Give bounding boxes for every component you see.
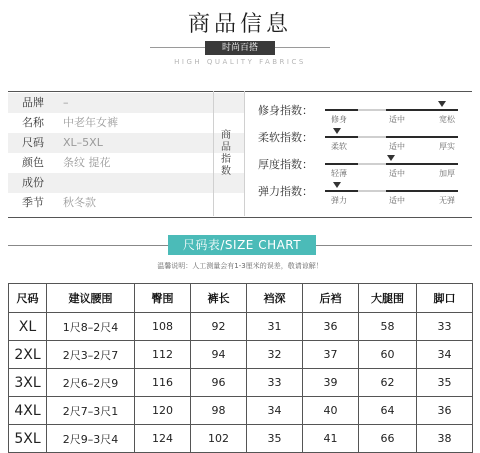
table-cell: 36 [417, 397, 473, 425]
table-cell: 34 [247, 397, 303, 425]
table-row [9, 341, 473, 369]
scale-option: 适中 [389, 169, 405, 178]
info-value: XL–5XL [63, 136, 103, 149]
table-cell: 37 [303, 341, 359, 369]
scale-label: 弹力指数： [258, 185, 313, 198]
table-cell: 38 [417, 425, 473, 453]
table-cell: 66 [359, 425, 417, 453]
table-cell: 4XL [9, 397, 47, 425]
info-label: 品牌 [22, 96, 44, 109]
index-title: 商品指数 [221, 130, 231, 177]
scale-bar-gap [358, 136, 386, 138]
table-cell: 94 [191, 341, 247, 369]
column-header: 臀围 [135, 284, 191, 313]
info-label: 颜色 [22, 156, 44, 169]
table-cell: 2XL [9, 341, 47, 369]
table-cell: 2尺6–2尺9 [47, 369, 135, 397]
info-value: 条纹 提花 [63, 156, 111, 169]
column-header: 裤长 [191, 284, 247, 313]
table-cell: 62 [359, 369, 417, 397]
table-cell: 33 [247, 369, 303, 397]
scale-option: 加厚 [439, 169, 455, 178]
info-label: 尺码 [22, 136, 44, 149]
info-value: 秋冬款 [63, 196, 96, 209]
column-header: 建议腰围 [47, 284, 135, 313]
table-cell: 34 [417, 341, 473, 369]
divider [316, 245, 472, 246]
page-title: 商品信息 [187, 12, 292, 37]
scale-option: 适中 [389, 115, 405, 124]
column-header: 裆深 [247, 284, 303, 313]
measurement-note: 温馨说明：人工测量会有1-3厘米的误差，敬请谅解！ [157, 262, 323, 270]
size-table [8, 283, 473, 453]
column-header: 尺码 [9, 284, 47, 313]
table-cell: 3XL [9, 369, 47, 397]
column-header: 大腿围 [359, 284, 417, 313]
table-cell: 98 [191, 397, 247, 425]
table-cell: 41 [303, 425, 359, 453]
divider [150, 47, 205, 48]
subtitle: HIGH QUALITY FABRICS [174, 58, 306, 66]
divider [244, 91, 245, 216]
scale-option: 弹力 [331, 196, 347, 205]
table-cell: 108 [135, 313, 191, 341]
table-cell: 36 [303, 313, 359, 341]
table-row [9, 397, 473, 425]
table-header [9, 284, 473, 313]
scale-bar-gap [358, 163, 386, 165]
scale-option: 宽松 [439, 115, 455, 124]
table-cell: 32 [247, 341, 303, 369]
scale-option: 柔软 [331, 142, 347, 151]
table-cell: 2尺9–3尺4 [47, 425, 135, 453]
table-cell: 1尺8–2尺4 [47, 313, 135, 341]
table-cell: 40 [303, 397, 359, 425]
info-label: 成份 [22, 176, 44, 189]
size-chart-title: 尺码表/SIZE CHART [168, 235, 316, 255]
scale-option: 适中 [389, 142, 405, 151]
column-header: 后裆 [303, 284, 359, 313]
table-row [9, 369, 473, 397]
scale-bar [325, 190, 458, 192]
table-cell: 35 [247, 425, 303, 453]
info-value: 中老年女裤 [63, 116, 118, 129]
scale-bar-gap [358, 190, 386, 192]
table-cell: 112 [135, 341, 191, 369]
info-label: 季节 [22, 196, 44, 209]
table-cell: 116 [135, 369, 191, 397]
table-cell: XL [9, 313, 47, 341]
scale-option: 厚实 [439, 142, 455, 151]
scale-option: 适中 [389, 196, 405, 205]
scale-marker-icon [333, 182, 341, 188]
table-cell: 92 [191, 313, 247, 341]
divider [8, 245, 168, 246]
scale-bar [325, 163, 458, 165]
tag-badge: 时尚百搭 [205, 41, 275, 55]
info-label: 名称 [22, 116, 44, 129]
scale-marker-icon [438, 101, 446, 107]
info-value: – [63, 96, 69, 109]
table-cell: 33 [417, 313, 473, 341]
table-cell: 2尺3–2尺7 [47, 341, 135, 369]
divider [213, 91, 214, 216]
table-cell: 120 [135, 397, 191, 425]
scale-label: 修身指数： [258, 104, 313, 117]
table-row [9, 313, 473, 341]
scale-option: 轻薄 [331, 169, 347, 178]
scale-bar [325, 136, 458, 138]
table-cell: 31 [247, 313, 303, 341]
table-row [9, 425, 473, 453]
table-cell: 64 [359, 397, 417, 425]
scale-marker-icon [387, 155, 395, 161]
table-cell: 35 [417, 369, 473, 397]
table-cell: 60 [359, 341, 417, 369]
column-header: 脚口 [417, 284, 473, 313]
table-cell: 102 [191, 425, 247, 453]
table-cell: 124 [135, 425, 191, 453]
scale-label: 厚度指数： [258, 158, 313, 171]
divider [275, 47, 330, 48]
table-cell: 58 [359, 313, 417, 341]
table-cell: 5XL [9, 425, 47, 453]
scale-option: 无弹 [439, 196, 455, 205]
scale-marker-icon [333, 128, 341, 134]
table-cell: 96 [191, 369, 247, 397]
table-body [9, 313, 473, 453]
table-cell: 2尺7–3尺1 [47, 397, 135, 425]
scale-option: 修身 [331, 115, 347, 124]
scale-bar [325, 109, 458, 111]
scale-label: 柔软指数： [258, 131, 313, 144]
scale-bar-gap [358, 109, 386, 111]
table-cell: 39 [303, 369, 359, 397]
